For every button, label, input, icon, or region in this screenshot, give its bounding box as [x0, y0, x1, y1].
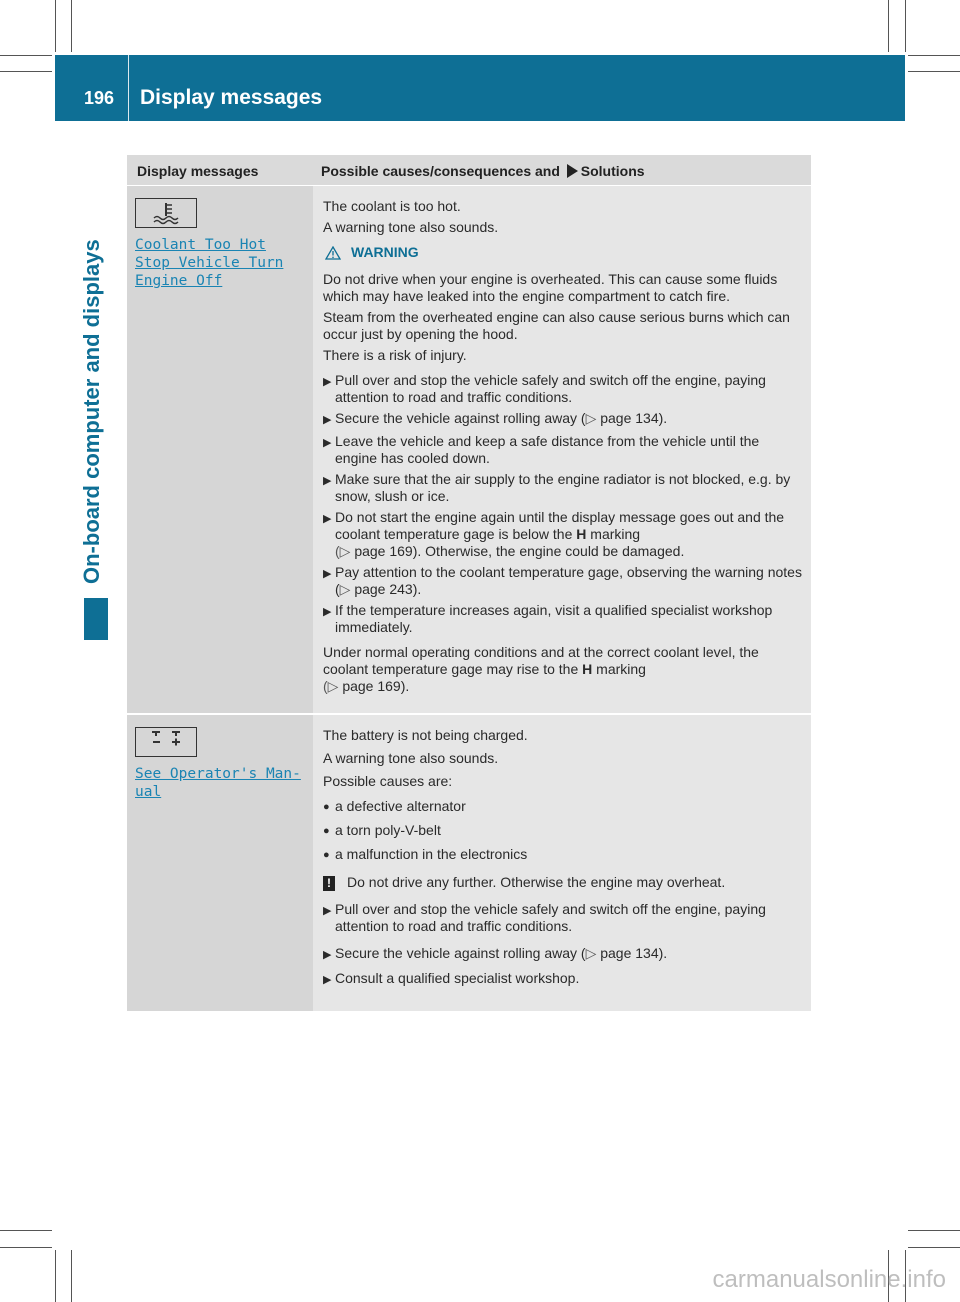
crop-mark [908, 1230, 960, 1231]
closing-text-part: Under normal operating conditions and at the correct coolant level, the coolant temperature gage may rise to the [323, 644, 759, 677]
page-ref: page 169). Otherwise, the engine could be damaged. [354, 543, 685, 559]
step-arrow-icon: ▶ [323, 568, 332, 580]
exclamation-icon: ! [323, 876, 335, 891]
step-arrow-icon: ▶ [323, 949, 332, 961]
crop-mark [55, 1250, 56, 1302]
crop-mark [0, 1247, 52, 1248]
step-text: Pay attention to the coolant temperature gage, observing the warning notes ( [335, 564, 802, 597]
col-header-suffix: Solutions [580, 163, 645, 179]
step-arrow-icon: ▶ [323, 475, 332, 487]
crop-mark [0, 55, 52, 56]
cause-bullet [323, 846, 803, 864]
arrow-right-icon [567, 164, 578, 178]
warning-paragraph: Do not drive when your engine is overheated. This can cause some fluids which may have leaked into the engine compartment to catch fire. [323, 271, 778, 304]
page-ref-icon: (▷ [335, 543, 355, 559]
bullet-icon: ● [323, 801, 330, 813]
display-text-line: Engine Off [135, 273, 223, 289]
instruction-step [323, 945, 803, 964]
intro-text: A warning tone also sounds. [323, 750, 499, 766]
instruction-step [323, 372, 803, 406]
warning-paragraph: Steam from the overheated engine can also cause serious burns which can occur just by opening the hood. [323, 309, 790, 342]
warning-paragraph: There is a risk of injury. [323, 347, 467, 363]
watermark: carmanualsonline.info [712, 1266, 946, 1293]
crop-mark [0, 1230, 52, 1231]
instruction-step [323, 901, 803, 935]
instruction-step [323, 433, 803, 467]
display-text-line: ual [135, 784, 162, 800]
intro-text: A warning tone also sounds. [323, 219, 499, 235]
battery-icon [135, 727, 197, 757]
instruction-step [323, 970, 803, 989]
bullet-icon: ● [323, 849, 330, 861]
instruction-step [323, 410, 803, 429]
step-text: Secure the vehicle against rolling away ( [335, 945, 586, 961]
step-text: Secure the vehicle against rolling away ( [335, 410, 586, 426]
bullet-text: a defective alternator [335, 798, 466, 814]
crop-mark [71, 1250, 72, 1302]
cause-bullet [323, 822, 803, 840]
intro-text: Possible causes are: [323, 773, 453, 789]
step-arrow-icon: ▶ [323, 414, 332, 426]
crop-mark [908, 55, 960, 56]
table-row [127, 186, 811, 715]
step-text: Leave the vehicle and keep a safe distance from the vehicle until the engine has cooled down. [335, 433, 760, 466]
page-ref: page 134). [600, 410, 668, 426]
instruction-step [323, 509, 803, 560]
col-header-display-messages: Display messages [137, 163, 259, 179]
step-text: marking [590, 526, 641, 542]
bullet-text: a malfunction in the electronics [335, 846, 528, 862]
step-arrow-icon: ▶ [323, 974, 332, 986]
table-row [127, 715, 811, 1013]
cause-bullet [323, 798, 803, 816]
h-marking: H [582, 661, 593, 677]
step-arrow-icon: ▶ [323, 376, 332, 388]
bullet-icon: ● [323, 825, 330, 837]
step-text: Pull over and stop the vehicle safely and switch off the engine, paying attention to road and traffic conditions. [335, 901, 766, 934]
crop-mark [908, 71, 960, 72]
page-ref-icon: ▷ [339, 581, 355, 597]
instruction-step [323, 471, 803, 505]
step-text: Do not start the engine again until the display message goes out and the coolant temperature gage is below the [335, 509, 785, 542]
step-text: Make sure that the air supply to the engine radiator is not blocked, e.g. by snow, slush or ice. [335, 471, 791, 504]
page-ref-icon: ▷ [585, 410, 601, 426]
page-ref: page 134). [600, 945, 668, 961]
step-text: Consult a qualified specialist workshop. [335, 970, 580, 986]
instruction-step [323, 602, 803, 636]
step-text: If the temperature increases again, visit a qualified specialist workshop immediately. [335, 602, 773, 635]
page-ref-icon: (▷ [323, 678, 343, 694]
solutions-cell [313, 715, 811, 1011]
crop-mark [0, 71, 52, 72]
warning-triangle-icon [325, 246, 341, 260]
closing-text [323, 644, 803, 695]
solutions-cell [313, 186, 811, 713]
side-tab [84, 598, 108, 640]
bullet-text: a torn poly-V-belt [335, 822, 441, 838]
page-ref-icon: ▷ [585, 945, 601, 961]
display-messages-table [127, 155, 811, 1013]
warning-label: WARNING [351, 244, 419, 260]
crop-mark [71, 0, 72, 52]
table-header [127, 155, 811, 186]
step-arrow-icon: ▶ [323, 905, 332, 917]
display-message-cell [127, 186, 313, 713]
crop-mark [888, 0, 889, 52]
closing-text-part: marking [596, 661, 646, 677]
note-text: Do not drive any further. Otherwise the engine may overheat. [347, 874, 726, 890]
header-divider [128, 55, 129, 121]
display-text-line: See Operator's Man‐ [135, 766, 301, 782]
display-text-line: Coolant Too Hot [135, 237, 266, 253]
display-message-cell [127, 715, 313, 1011]
warning-heading [323, 244, 803, 261]
caution-note [323, 874, 803, 891]
section-title: Display messages [140, 86, 323, 109]
page-ref: page 243). [354, 581, 422, 597]
instruction-step [323, 564, 803, 598]
page-number: 196 [84, 88, 115, 108]
step-arrow-icon: ▶ [323, 606, 332, 618]
side-chapter-label: On-board computer and displays [79, 239, 104, 584]
h-marking: H [576, 526, 587, 542]
step-arrow-icon: ▶ [323, 513, 332, 525]
intro-text: The coolant is too hot. [323, 198, 461, 214]
crop-mark [55, 0, 56, 52]
crop-mark [905, 0, 906, 52]
step-text: Pull over and stop the vehicle safely and switch off the engine, paying attention to road and traffic conditions. [335, 372, 766, 405]
crop-mark [908, 1247, 960, 1248]
step-arrow-icon: ▶ [323, 437, 332, 449]
display-text-line: Stop Vehicle Turn [135, 255, 284, 271]
intro-text: The battery is not being charged. [323, 727, 528, 743]
col-header-prefix: Possible causes/consequences and [321, 163, 560, 179]
col-header-causes-solutions [313, 155, 811, 185]
page-ref: page 169). [342, 678, 410, 694]
coolant-temperature-icon [135, 198, 197, 228]
